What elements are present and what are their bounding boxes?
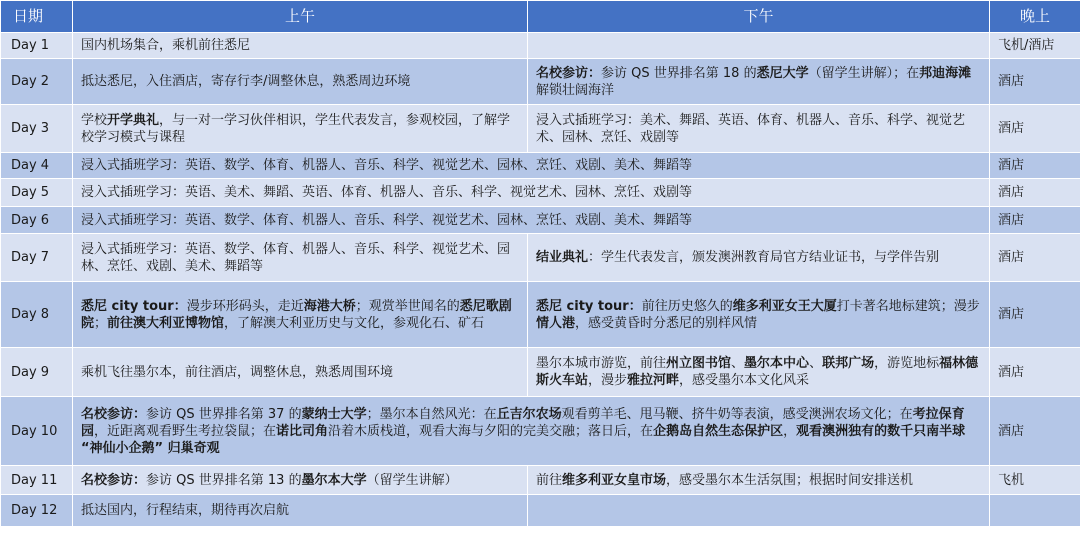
- text-segment: 浸入式插班学习：英语、美术、舞蹈、英语、体育、机器人、音乐、科学、视觉艺术、园林、烹饪、戏剧等: [81, 185, 693, 200]
- text-segment: ，游览地标: [874, 356, 940, 371]
- full-day-cell: [73, 397, 990, 466]
- day-cell: Day 7: [1, 234, 73, 282]
- day-cell: Day 6: [1, 207, 73, 234]
- text-segment: ；观赏举世闻名的: [355, 298, 460, 314]
- itinerary-row: [1, 153, 1080, 179]
- text-segment: 解锁壮阔海洋: [536, 82, 615, 98]
- itinerary-row: [1, 234, 1080, 282]
- itinerary-row: [1, 105, 1080, 153]
- afternoon-cell: [528, 234, 990, 282]
- bold-text: 悉尼 city tour：: [536, 298, 642, 314]
- bold-text: 维多利亚女皇市场: [562, 472, 667, 488]
- text-segment: 参访 QS 世界排名第 13 的: [146, 472, 302, 488]
- evening-cell: 酒店: [990, 397, 1080, 466]
- evening-cell: 酒店: [990, 105, 1080, 153]
- bold-text: 悉尼歌剧院: [81, 298, 512, 331]
- itinerary-row: [1, 495, 1080, 527]
- evening-cell: 酒店: [990, 348, 1080, 397]
- text-segment: 、: [731, 356, 745, 371]
- text-segment: 浸入式插班学习：美术、舞蹈、英语、体育、机器人、音乐、科学、视觉艺术、园林、烹饪、戏剧等: [536, 112, 966, 145]
- bold-text: 前往澳大利亚博物馆: [107, 315, 225, 331]
- afternoon-cell: [528, 33, 990, 59]
- bold-text: 开学典礼: [107, 112, 160, 128]
- text-segment: 墨尔本城市游览，前往: [536, 356, 667, 371]
- evening-cell: 酒店: [990, 59, 1080, 105]
- bold-text: 联邦广场: [822, 356, 875, 371]
- bold-text: 墨尔本中心: [744, 356, 810, 371]
- text-segment: ，漫步: [588, 373, 628, 388]
- full-day-cell: [73, 179, 990, 207]
- morning-cell: [73, 348, 528, 397]
- evening-cell: [990, 495, 1080, 527]
- bold-text: 名校参访：: [536, 65, 602, 81]
- day-cell: Day 12: [1, 495, 73, 527]
- bold-text: 观看澳洲独有的数千只南半球 “神仙小企鹅” 归巢奇观: [81, 423, 966, 456]
- header-row: [1, 1, 1080, 33]
- evening-cell: 酒店: [990, 282, 1080, 348]
- text-segment: 抵达悉尼，入住酒店，寄存行李/调整休息，熟悉周边环境: [81, 74, 411, 89]
- text-segment: ；: [94, 315, 108, 331]
- day-cell: Day 5: [1, 179, 73, 207]
- text-segment: 、: [809, 356, 823, 371]
- bold-text: 雅拉河畔: [627, 373, 680, 388]
- itinerary-row: [1, 348, 1080, 397]
- bold-text: 诺比司角: [276, 423, 329, 439]
- text-segment: ：学生代表发言，颁发澳洲教育局官方结业证书，与学伴告别: [588, 250, 940, 265]
- bold-text: 维多利亚女王大厦: [732, 298, 837, 314]
- text-segment: 前往: [536, 472, 563, 488]
- full-day-cell: [73, 153, 990, 179]
- itinerary-row: [1, 33, 1080, 59]
- text-segment: 浸入式插班学习：英语、数学、体育、机器人、音乐、科学、视觉艺术、园林、烹饪、戏剧、美术、舞蹈等: [81, 241, 511, 274]
- itinerary-row: [1, 207, 1080, 234]
- text-segment: 国内机场集合，乘机前往悉尼: [81, 38, 251, 53]
- text-segment: 打卡著名地标建筑；漫步: [836, 298, 980, 314]
- bold-text: 蒙纳士大学: [301, 406, 367, 422]
- itinerary-body: [1, 33, 1080, 527]
- bold-text: 悉尼 city tour：: [81, 298, 187, 314]
- itinerary-row: [1, 179, 1080, 207]
- day-cell: Day 9: [1, 348, 73, 397]
- day-cell: Day 3: [1, 105, 73, 153]
- evening-cell: 飞机/酒店: [990, 33, 1080, 59]
- bold-text: 州立图书馆: [666, 356, 732, 371]
- text-segment: 漫步环形码头，走近: [186, 298, 304, 314]
- bold-text: 悉尼大学: [756, 65, 809, 81]
- afternoon-cell: [528, 105, 990, 153]
- bold-text: 丘吉尔农场: [496, 406, 562, 422]
- text-segment: 乘机飞往墨尔本，前往酒店，调整休息，熟悉周围环境: [81, 364, 394, 380]
- morning-cell: [73, 33, 528, 59]
- header-morning: 上午: [73, 1, 528, 33]
- afternoon-cell: [528, 282, 990, 348]
- afternoon-cell: [528, 466, 990, 495]
- itinerary-row: [1, 397, 1080, 466]
- text-segment: 学校: [81, 112, 108, 128]
- full-day-cell: [73, 207, 990, 234]
- text-segment: ，感受墨尔本文化风采: [679, 373, 810, 388]
- text-segment: 沿着木质栈道，观看大海与夕阳的完美交融；落日后，在: [328, 423, 654, 439]
- morning-cell: [73, 282, 528, 348]
- text-segment: ，感受墨尔本生活氛围；根据时间安排送机: [666, 472, 914, 488]
- itinerary-row: [1, 282, 1080, 348]
- bold-text: 企鹅岛自然生态保护区: [653, 423, 784, 439]
- morning-cell: [73, 495, 528, 527]
- header-evening: 晚上: [990, 1, 1080, 33]
- text-segment: ，了解澳大利亚历史与文化，参观化石、矿石: [224, 315, 485, 331]
- bold-text: 名校参访：: [81, 406, 147, 422]
- evening-cell: 酒店: [990, 207, 1080, 234]
- text-segment: （留学生讲解）: [366, 472, 458, 488]
- text-segment: 抵达国内，行程结束，期待再次启航: [81, 503, 290, 518]
- itinerary-row: [1, 466, 1080, 495]
- text-segment: ，与一对一学习伙伴相识，学生代表发言，参观校园，了解学校学习模式与课程: [81, 112, 511, 145]
- text-segment: 参访 QS 世界排名第 37 的: [146, 406, 302, 422]
- bold-text: 情人港: [536, 315, 576, 331]
- text-segment: 前往历史悠久的: [641, 298, 733, 314]
- bold-text: 考拉保育园: [81, 406, 965, 439]
- morning-cell: [73, 234, 528, 282]
- header-afternoon: 下午: [528, 1, 990, 33]
- bold-text: 结业典礼: [536, 250, 589, 265]
- day-cell: Day 11: [1, 466, 73, 495]
- day-cell: Day 4: [1, 153, 73, 179]
- text-segment: （留学生讲解）；在: [808, 65, 920, 81]
- text-segment: 浸入式插班学习：英语、数学、体育、机器人、音乐、科学、视觉艺术、园林、烹饪、戏剧、美术、舞蹈等: [81, 212, 693, 228]
- bold-text: 福林德斯火车站: [536, 356, 979, 388]
- text-segment: ，: [783, 423, 797, 439]
- bold-text: 墨尔本大学: [301, 472, 367, 488]
- text-segment: 浸入式插班学习：英语、数学、体育、机器人、音乐、科学、视觉艺术、园林、烹饪、戏剧、美术、舞蹈等: [81, 158, 693, 173]
- text-segment: ，感受黄昏时分悉尼的别样风情: [575, 315, 758, 331]
- evening-cell: 飞机: [990, 466, 1080, 495]
- morning-cell: [73, 466, 528, 495]
- afternoon-cell: [528, 59, 990, 105]
- evening-cell: 酒店: [990, 153, 1080, 179]
- morning-cell: [73, 105, 528, 153]
- header-day: 日期: [1, 1, 73, 33]
- bold-text: 海港大桥: [303, 298, 356, 314]
- day-cell: Day 10: [1, 397, 73, 466]
- afternoon-cell: [528, 348, 990, 397]
- text-segment: 参访 QS 世界排名第 18 的: [601, 65, 757, 81]
- bold-text: 名校参访：: [81, 472, 147, 488]
- day-cell: Day 2: [1, 59, 73, 105]
- itinerary-row: [1, 59, 1080, 105]
- text-segment: ，近距离观看野生考拉袋鼠；在: [94, 423, 277, 439]
- bold-text: 邦迪海滩: [919, 65, 972, 81]
- evening-cell: 酒店: [990, 179, 1080, 207]
- evening-cell: 酒店: [990, 234, 1080, 282]
- afternoon-cell: [528, 495, 990, 527]
- text-segment: 观看剪羊毛、甩马鞭、挤牛奶等表演，感受澳洲农场文化；在: [561, 406, 913, 422]
- day-cell: Day 8: [1, 282, 73, 348]
- text-segment: ；墨尔本自然风光：在: [366, 406, 497, 422]
- day-cell: Day 1: [1, 33, 73, 59]
- morning-cell: [73, 59, 528, 105]
